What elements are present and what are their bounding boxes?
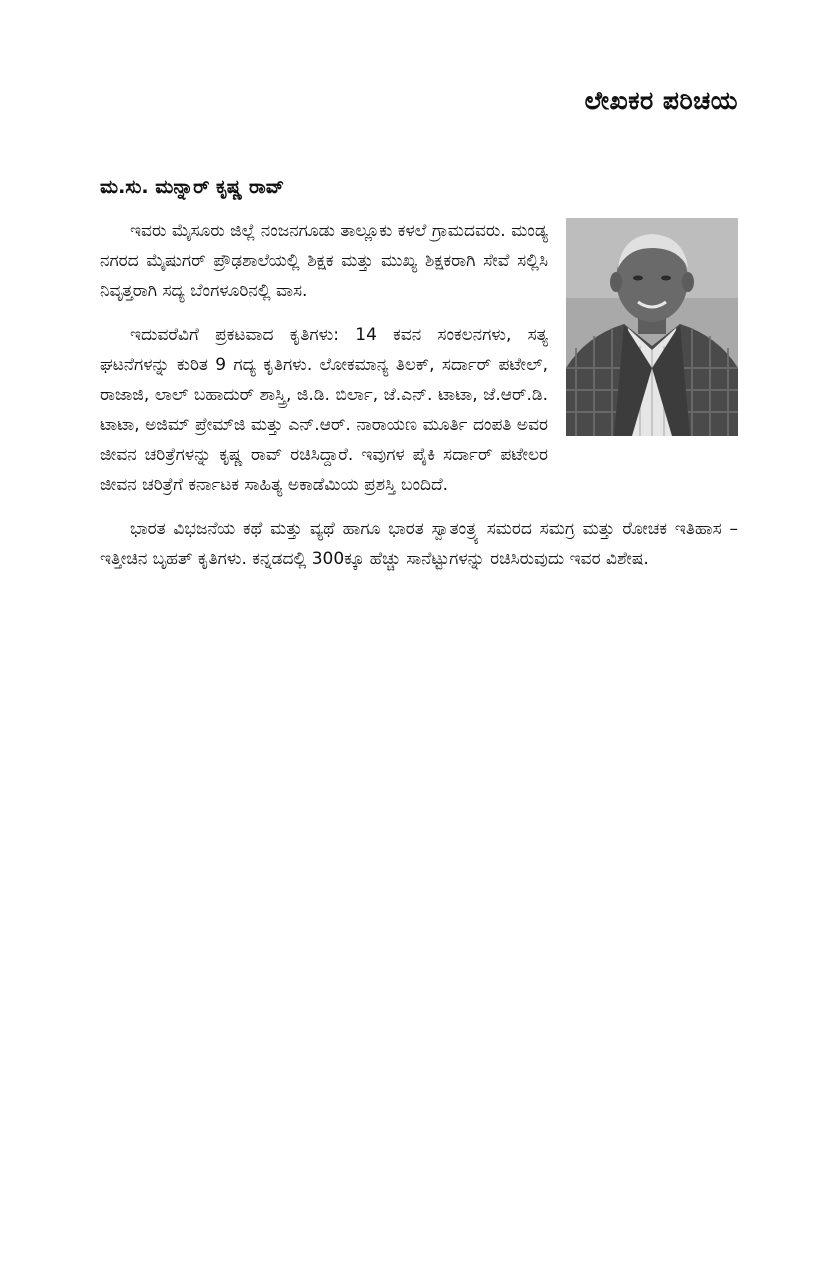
author-photo — [566, 218, 738, 436]
author-bio — [100, 216, 738, 588]
bio-paragraph-3: ಭಾರತ ವಿಭಜನೆಯ ಕಥೆ ಮತ್ತು ವ್ಯಥೆ ಹಾಗೂ ಭಾರತ ಸ್ವಾತಂತ್ರ್ಯ ಸಮರದ ಸಮಗ್ರ ಮತ್ತು ರೋಚಕ ಇತಿಹಾಸ – ಇತ್ತೀಚಿನ ಬೃಹತ್ ಕೃತಿಗಳು. ಕನ್ನಡದಲ್ಲಿ 300ಕ್ಕೂ ಹೆಚ್ಚು ಸಾನೆಟ್ಟುಗಳನ್ನು ರಚಿಸಿರುವುದು ಇವರ ವಿಶೇಷ. — [100, 519, 738, 569]
author-name: ಮ.ಸು. ಮನ್ನಾರ್ ಕೃಷ್ಣ ರಾವ್ — [100, 176, 285, 198]
book-page — [100, 0, 738, 1276]
section-title: ಲೇಖಕರ ಪರಿಚಯ — [584, 86, 738, 115]
bio-paragraph-2: ಇದುವರೆವಿಗೆ ಪ್ರಕಟವಾದ ಕೃತಿಗಳು: 14 ಕವನ ಸಂಕಲನಗಳು, ಸತ್ಯ ಘಟನೆಗಳನ್ನು ಕುರಿತ 9 ಗದ್ಯ ಕೃತಿಗಳು. ಲೋಕಮಾನ್ಯ ತಿಲಕ್, ಸರ್ದಾರ್ ಪಟೇಲ್, ರಾಜಾಜಿ, ಲಾಲ್ ಬಹಾದುರ್ ಶಾಸ್ತ್ರಿ, ಜಿ.ಡಿ. ಬಿರ್ಲಾ, ಜೆ.ಎನ್. ಟಾಟಾ, ಜೆ.ಆರ್.ಡಿ. ಟಾಟಾ, ಅಜಿಮ್ ಪ್ರೇಮ್‌ಜಿ ಮತ್ತು ಎನ್.ಆರ್. ನಾರಾಯಣ ಮೂರ್ತಿ ದಂಪತಿ ಅವರ ಜೀವನ ಚರಿತ್ರೆಗಳನ್ನು ಕೃಷ್ಣ ರಾವ್ ರಚಿಸಿದ್ದಾರೆ. ಇವುಗಳ ಪೈಕಿ ಸರ್ದಾರ್ ಪಟೇಲರ ಜೀವನ ಚರಿತ್ರೆಗೆ ಕರ್ನಾಟಕ ಸಾಹಿತ್ಯ ಅಕಾಡೆಮಿಯ ಪ್ರಶಸ್ತಿ ಬಂದಿದೆ. — [100, 325, 548, 495]
bio-paragraph-1: ಇವರು ಮೈಸೂರು ಜಿಲ್ಲೆ ನಂಜನಗೂಡು ತಾಲ್ಲೂಕು ಕಳಲೆ ಗ್ರಾಮದವರು. ಮಂಡ್ಯ ನಗರದ ಮೈಷುಗರ್ ಪ್ರೌಢಶಾಲೆಯಲ್ಲಿ ಶಿಕ್ಷಕ ಮತ್ತು ಮುಖ್ಯ ಶಿಕ್ಷಕರಾಗಿ ಸೇವೆ ಸಲ್ಲಿಸಿ ನಿವೃತ್ತರಾಗಿ ಸದ್ಯ ಬೆಂಗಳೂರಿನಲ್ಲಿ ವಾಸ. — [100, 221, 548, 301]
